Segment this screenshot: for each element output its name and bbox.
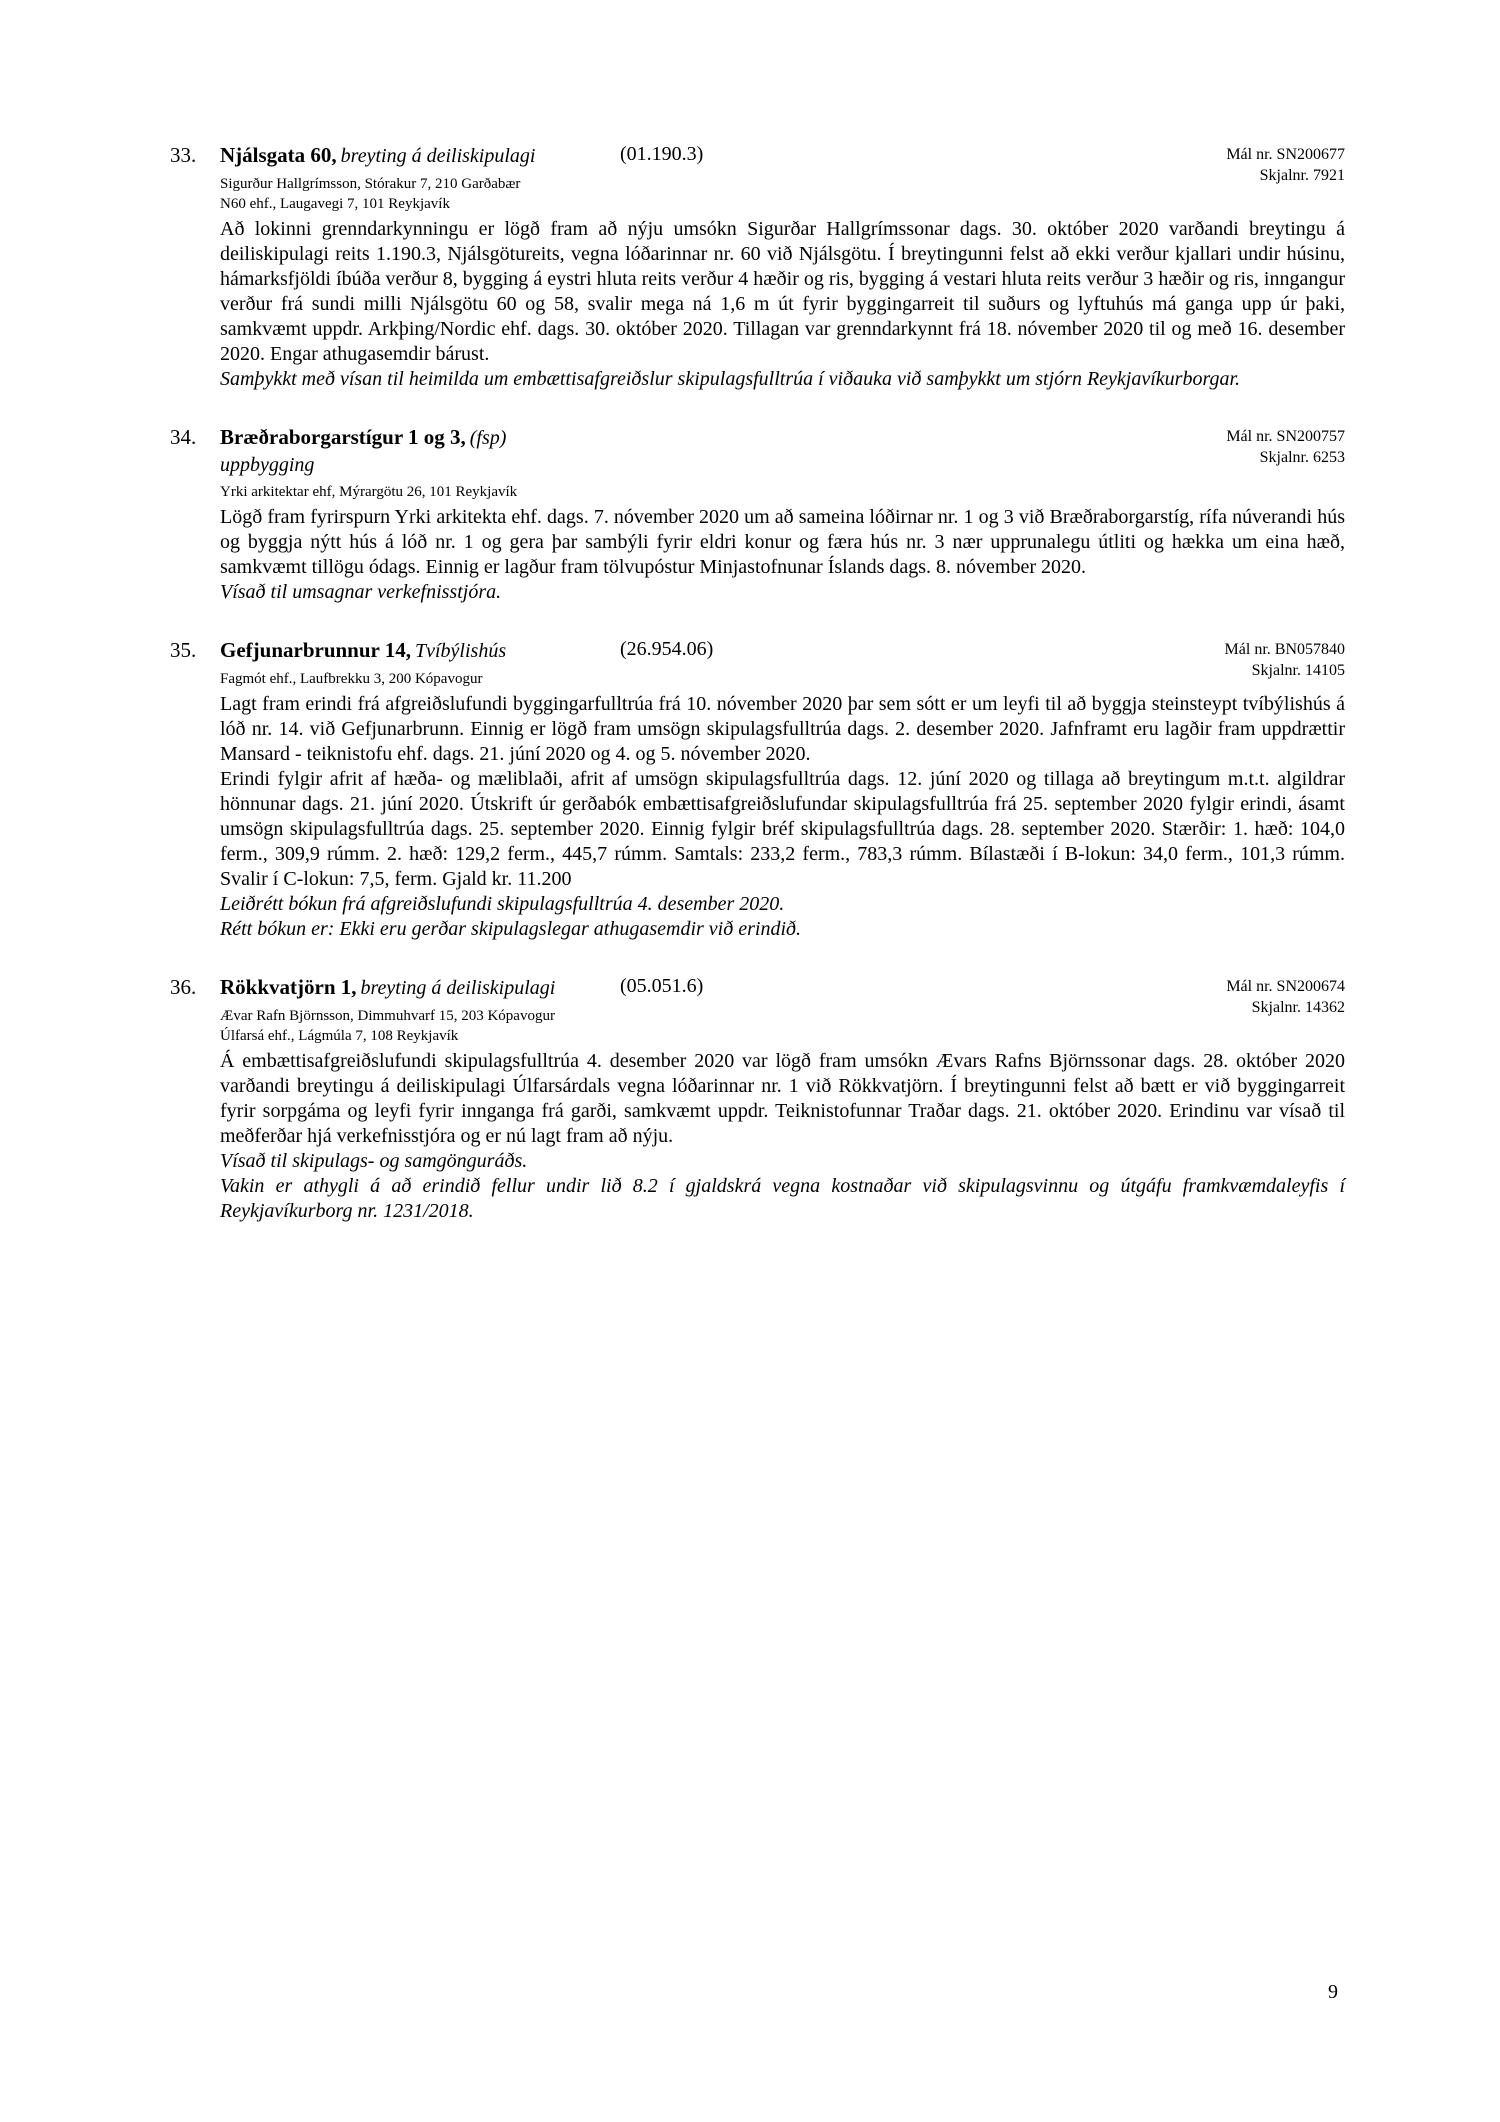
item-title: Rökkvatjörn 1, [220,975,357,999]
item-references [1225,639,1345,681]
item-plan-code: (05.051.6) [620,975,704,997]
body-paragraph: Erindi fylgir afrit af hæða- og mæliblaði, afrit af umsögn skipulagsfulltrúa dags. 12. júní 2020 og tillaga að breytingum m.t.t. algildrar hönnunar dags. 21. júní 2020. Útskrift úr gerðabók embættisafgreiðslufundar skipulagsfulltrúa frá 25. september 2020 fylgir erindi, ásamt umsögn skipulagsfulltrúa dags. 25. september 2020. Einnig fylgir bréf skipulagsfulltrúa dags. 28. september 2020. Stærðir: 1. hæð: 104,0 ferm., 309,9 rúmm. 2. hæð: 129,2 ferm., 445,7 rúmm. Samtals: 233,2 ferm., 783,3 rúmm. Bílastæði í B-lokun: 34,0 ferm., 101,3 rúmm. Svalir í C-lokun: 7,5, ferm. Gjald kr. 11.200 [220,768,1345,890]
case-number: Mál nr. BN057840 [1224,641,1345,658]
document-number: Skjalnr. 6253 [1259,449,1345,466]
agenda-item [170,424,1345,605]
item-title: Bræðraborgarstígur 1 og 3, [220,425,466,449]
address-list [220,482,1345,502]
agenda-item [170,974,1345,1224]
case-number: Mál nr. SN200757 [1226,428,1345,445]
agenda-item [170,142,1345,392]
paragraph-list [220,692,1345,942]
page-number: 9 [1328,1981,1338,2003]
item-number: 35. [170,638,197,662]
item-body [220,974,1345,1224]
item-plan-code: (26.954.06) [620,638,714,660]
body-paragraph: Að lokinni grenndarkynningu er lögð fram að nýju umsókn Sigurðar Hallgrímssonar dags. 30. október 2020 varðandi breytingu á deiliskipulagi reits 1.190.3, Njálsgötureits, vegna lóðarinnar nr. 60 við Njálsgötu. Í breytingunni felst að ekki verður kjallari undir húsinu, hámarksfjöldi íbúða verður 8, bygging á eystri hluta reits verður 4 hæðir og ris, bygging á vestari hluta reits verður 3 hæðir og ris, inngangur verður frá sundi milli Njálsgötu 60 og 58, svalir mega ná 1,6 m út fyrir byggingarreit til suðurs og lyftuhús má ganga upp úr þaki, samkvæmt uppdr. Arkþing/Nordic ehf. dags. 30. október 2020. Tillagan var grenndarkynnt frá 18. nóvember 2020 til og með 16. desember 2020. Engar athugasemdir bárust. [220,218,1345,365]
document-number: Skjalnr. 14362 [1251,999,1345,1016]
address-line: N60 ehf., Laugavegi 7, 101 Reykjavík [220,196,450,212]
item-body [220,637,1345,942]
item-title: Njálsgata 60, [220,143,337,167]
address-list [220,174,1345,214]
decision-note: Samþykkt með vísan til heimilda um embættisafgreiðslur skipulagsfulltrúa í viðauka við samþykkt um stjórn Reykjavíkurborgar. [220,368,1241,390]
document-number: Skjalnr. 7921 [1259,167,1345,184]
address-line: Ævar Rafn Björnsson, Dimmuhvarf 15, 203 Kópavogur [220,1008,555,1024]
paragraph-list [220,217,1345,392]
document-number: Skjalnr. 14105 [1251,662,1345,679]
item-body [220,142,1345,392]
paragraph-list [220,1049,1345,1224]
address-list [220,1006,1345,1046]
address-line: Úlfarsá ehf., Lágmúla 7, 108 Reykjavík [220,1028,459,1044]
item-references [1226,144,1345,186]
address-line: Yrki arkitektar ehf, Mýrargötu 26, 101 Reykjavík [220,484,518,500]
item-plan-code: (01.190.3) [620,143,704,165]
address-line: Sigurður Hallgrímsson, Stórakur 7, 210 Garðabær [220,176,521,192]
decision-note: Rétt bókun er: Ekki eru gerðar skipulagslegar athugasemdir við erindið. [220,918,802,940]
item-title: Gefjunarbrunnur 14, [220,638,411,662]
item-subtitle: uppbygging [220,454,315,476]
item-title-type: (fsp) [469,427,507,449]
item-title-type: breyting á deiliskipulagi [340,145,536,167]
agenda-item [170,637,1345,942]
case-number: Mál nr. SN200674 [1226,978,1345,995]
address-line: Fagmót ehf., Laufbrekku 3, 200 Kópavogur [220,671,483,687]
item-body [220,424,1345,605]
decision-note: Vakin er athygli á að erindið fellur undir lið 8.2 í gjaldskrá vegna kostnaðar við skipulagsvinnu og útgáfu framkvæmdaleyfis í Reykjavíkurborg nr. 1231/2018. [220,1175,1345,1222]
item-references [1226,976,1345,1018]
paragraph-list [220,505,1345,605]
body-paragraph: Lögð fram fyrirspurn Yrki arkitekta ehf. dags. 7. nóvember 2020 um að sameina lóðirnar nr. 1 og 3 við Bræðraborgarstíg, rífa núverandi hús og byggja nýtt hús á lóð nr. 1 og gera þar sambýli fyrir eldri konur og færa hús nr. 3 nær upprunalegu útliti og hækka um eina hæð, samkvæmt tillögu ódags. Einnig er lagður fram tölvupóstur Minjastofnunar Íslands dags. 8. nóvember 2020. [220,506,1345,578]
address-list [220,669,1345,689]
item-number: 34. [170,425,197,449]
decision-note: Vísað til umsagnar verkefnisstjóra. [220,581,502,603]
item-title-type: breyting á deiliskipulagi [360,977,556,999]
body-paragraph: Á embættisafgreiðslufundi skipulagsfulltrúa 4. desember 2020 var lögð fram umsókn Ævars Rafns Björnssonar dags. 28. október 2020 varðandi breytingu á deiliskipulagi Úlfarsárdals vegna lóðarinnar nr. 1 við Rökkvatjörn. Í breytingunni felst að bætt er við byggingarreit fyrir sorpgáma og leyfi fyrir innganga frá garði, samkvæmt uppdr. Teiknistofunnar Traðar dags. 21. október 2020. Erindinu var vísað til meðferðar hjá verkefnisstjóra og er nú lagt fram að nýju. [220,1050,1345,1147]
case-number: Mál nr. SN200677 [1226,146,1345,163]
item-number: 36. [170,975,197,999]
decision-note: Vísað til skipulags- og samgönguráðs. [220,1150,528,1172]
decision-note: Leiðrétt bókun frá afgreiðslufundi skipulagsfulltrúa 4. desember 2020. [220,893,785,915]
item-references [1226,426,1345,468]
item-title-type: Tvíbýlishús [414,640,507,662]
body-paragraph: Lagt fram erindi frá afgreiðslufundi byggingarfulltrúa frá 10. nóvember 2020 þar sem sótt er um leyfi til að byggja steinsteypt tvíbýlishús á lóð nr. 14. við Gefjunarbrunn. Einnig er lögð fram umsögn skipulagsfulltrúa dags. 2. desember 2020. Jafnframt eru lagðir fram uppdrættir Mansard - teiknistofu ehf. dags. 21. júní 2020 og 4. og 5. nóvember 2020. [220,693,1345,765]
item-number: 33. [170,143,197,167]
